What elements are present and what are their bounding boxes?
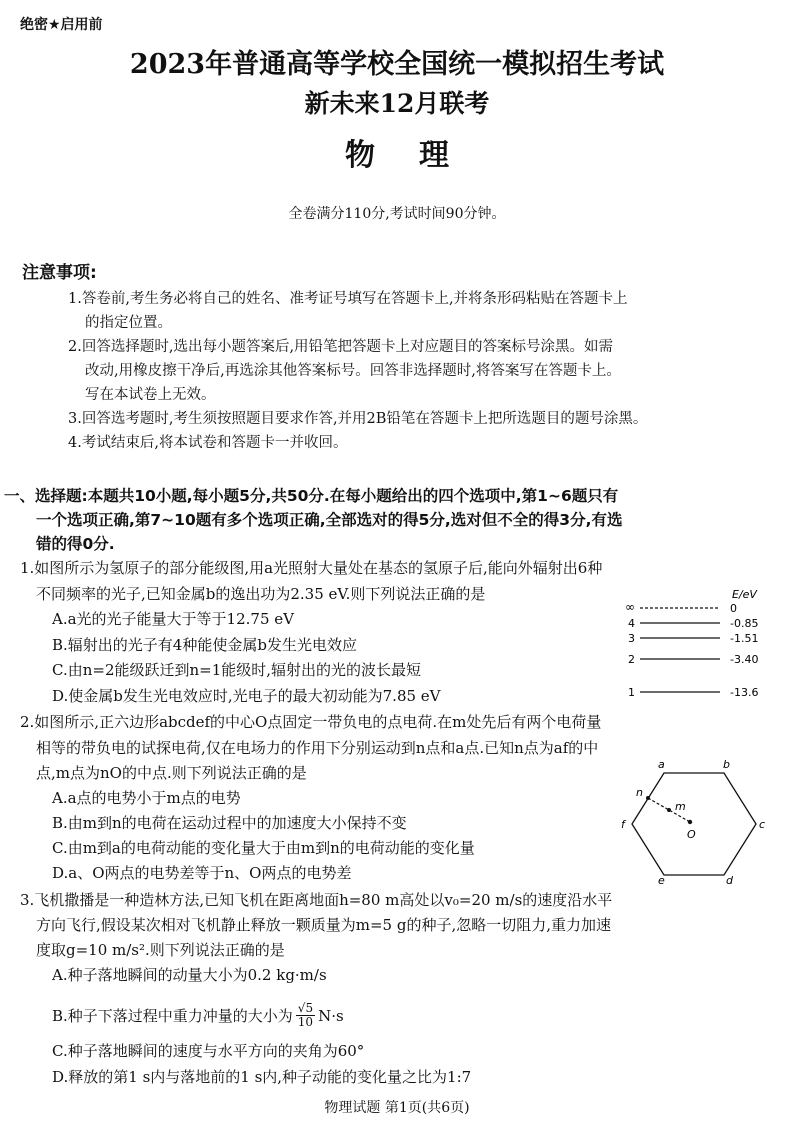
question-2-option-a: A.a点的电势小于m点的电势 <box>52 789 241 807</box>
vertex-label-b: b <box>723 758 730 771</box>
option-b-prefix: B.种子下落过程中重力冲量的大小为 <box>52 1007 293 1025</box>
point-label-m: m <box>675 800 686 813</box>
question-3-stem: 度取g=10 m/s².则下列说法正确的是 <box>36 941 285 959</box>
question-2-stem: 点,m点为nO的中点.则下列说法正确的是 <box>36 764 307 782</box>
hexagon-diagram <box>616 756 774 884</box>
vertex-label-e: e <box>658 874 665 884</box>
exam-title: 2023年普通高等学校全国统一模拟招生考试 <box>129 49 665 80</box>
section-instructions: 一、选择题:本题共10小题,每小题5分,共50分.在每小题给出的四个选项中,第1~6题只有 <box>4 487 619 505</box>
notes-line: 改动,用橡皮擦干净后,再选涂其他答案标号。回答非选择题时,将答案写在答题卡上。 <box>85 363 621 379</box>
point-label-n: n <box>636 786 643 799</box>
question-2-option-c: C.由m到a的电荷动能的变化量大于由m到n的电荷动能的变化量 <box>52 839 475 857</box>
level-energy-label: -3.40 <box>730 653 759 666</box>
notes-line: 2.回答选择题时,选出每小题答案后,用铅笔把答题卡上对应题目的答案标号涂黑。如需 <box>68 339 614 355</box>
notes-line: 的指定位置。 <box>85 315 172 331</box>
energy-level-diagram <box>620 586 780 702</box>
fraction-denominator: 10 <box>297 1015 314 1029</box>
question-3-option-c: C.种子落地瞬间的速度与水平方向的夹角为60° <box>52 1042 365 1060</box>
vertex-label-a: a <box>658 758 665 771</box>
question-2-option-d: D.a、O两点的电势差等于n、O两点的电势差 <box>52 864 352 882</box>
question-1-option-b: B.辐射出的光子有4种能使金属b发生光电效应 <box>52 636 357 654</box>
question-3-option-d: D.释放的第1 s内与落地前的1 s内,种子动能的变化量之比为1:7 <box>52 1068 472 1086</box>
question-1-stem: 不同频率的光子,已知金属b的逸出功为2.35 eV.则下列说法正确的是 <box>36 585 486 603</box>
notes-line: 3.回答选考题时,考生须按照题目要求作答,并用2B铅笔在答题卡上把所选题目的题号涂黑。 <box>68 411 648 427</box>
page-footer: 物理试题 第1页(共6页) <box>324 1100 470 1116</box>
level-n-label: 3 <box>628 632 635 645</box>
question-3-stem: 方向飞行,假设某次相对飞机静止释放一颗质量为m=5 g的种子,忽略一切阻力,重力加速 <box>36 916 612 934</box>
notes-line: 写在本试卷上无效。 <box>85 387 216 403</box>
subject-title: 物理 <box>345 138 493 173</box>
vertex-label-c: c <box>759 818 766 831</box>
level-n-label: ∞ <box>625 600 635 614</box>
section-instructions: 一个选项正确,第7~10题有多个选项正确,全部选对的得5分,选对但不全的得3分,有选 <box>36 511 623 529</box>
notes-line: 1.答卷前,考生务必将自己的姓名、准考证号填写在答题卡上,并将条形码粘贴在答题卡上 <box>68 291 628 307</box>
hexagon-outline <box>632 773 756 875</box>
level-energy-label: 0 <box>730 602 737 615</box>
question-1-option-a: A.a光的光子能量大于等于12.75 eV <box>52 610 294 628</box>
score-time-note: 全卷满分110分,考试时间90分钟。 <box>288 206 506 222</box>
notes-line: 4.考试结束后,将本试卷和答题卡一并收回。 <box>68 435 348 451</box>
exam-subtitle: 新未来12月联考 <box>304 89 490 118</box>
question-2-stem: 相等的带负电的试探电荷,仅在电场力的作用下分别运动到n点和a点.已知n点为af的中 <box>36 739 599 757</box>
question-3-option-a: A.种子落地瞬间的动量大小为0.2 kg·m/s <box>52 966 327 984</box>
level-energy-label: -1.51 <box>730 632 759 645</box>
question-1-stem: 1.如图所示为氢原子的部分能级图,用a光照射大量处在基态的氢原子后,能向外辐射出6种 <box>20 559 603 577</box>
point-label-o: O <box>687 828 696 841</box>
point-m <box>667 808 671 812</box>
option-b-suffix: N·s <box>318 1006 344 1025</box>
fraction-numerator: √5 <box>297 1001 314 1015</box>
question-3-stem: 3.飞机撒播是一种造林方法,已知飞机在距离地面h=80 m高处以v₀=20 m/s的速度沿水平 <box>20 891 613 909</box>
point-o <box>688 820 692 824</box>
level-energy-label: -13.6 <box>730 686 759 699</box>
level-n-label: 4 <box>628 617 635 630</box>
question-1-option-d: D.使金属b发生光电效应时,光电子的最大初动能为7.85 eV <box>52 687 441 705</box>
vertex-label-f: f <box>621 818 625 831</box>
vertex-label-d: d <box>726 874 733 884</box>
point-n <box>646 796 650 800</box>
energy-unit-label: E/eV <box>732 588 757 601</box>
question-1-option-c: C.由n=2能级跃迁到n=1能级时,辐射出的光的波长最短 <box>52 661 422 679</box>
confidential-mark: 绝密★启用前 <box>20 17 103 33</box>
fraction <box>296 1002 315 1029</box>
notes-heading: 注意事项: <box>22 263 97 283</box>
level-n-label: 1 <box>628 686 635 699</box>
section-instructions: 错的得0分. <box>36 535 115 553</box>
level-n-label: 2 <box>628 653 635 666</box>
level-energy-label: -0.85 <box>730 617 759 630</box>
question-3-option-b <box>52 1002 344 1029</box>
question-2-option-b: B.由m到n的电荷在运动过程中的加速度大小保持不变 <box>52 814 407 832</box>
question-2-stem: 2.如图所示,正六边形abcdef的中心O点固定一带负电的点电荷.在m处先后有两个电荷量 <box>20 713 602 731</box>
